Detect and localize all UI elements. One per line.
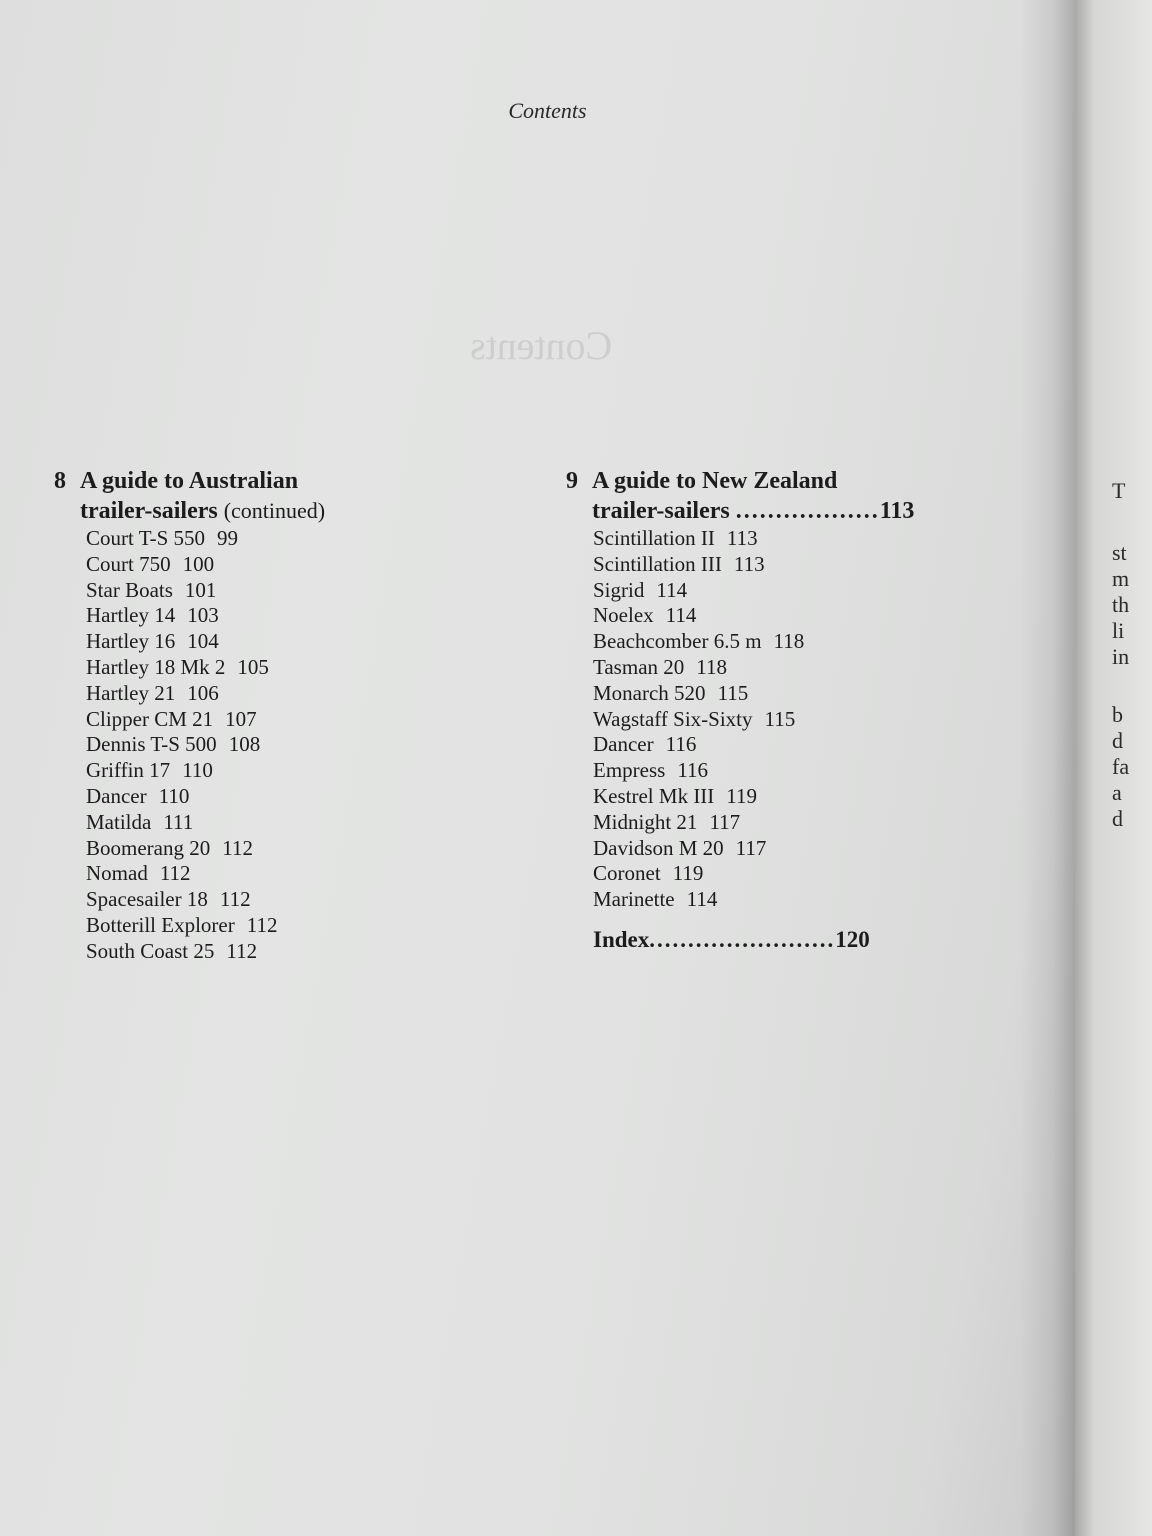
- entry-page: 106: [187, 680, 219, 705]
- adjacent-page-text: fa: [1112, 754, 1130, 779]
- entry-name: Matilda: [86, 809, 152, 834]
- entry-name: Botterill Explorer: [86, 912, 235, 937]
- toc-entry: [593, 707, 1016, 733]
- entry-name: Hartley 14: [86, 603, 176, 628]
- toc-entry: [593, 603, 1016, 629]
- toc-entry: [86, 810, 474, 836]
- toc-entry: [593, 681, 1016, 707]
- adjacent-page-text: T: [1112, 478, 1126, 503]
- entry-name: Scintillation III: [593, 551, 722, 576]
- left-entry-list: [54, 526, 474, 965]
- chapter-title-line1: A guide to New Zealand: [592, 468, 838, 494]
- adjacent-page-text: d: [1112, 806, 1123, 831]
- entry-page: 119: [726, 783, 758, 808]
- chapter-8-heading-line2: [54, 496, 474, 526]
- entry-page: 113: [733, 551, 765, 576]
- entry-name: Nomad: [86, 861, 148, 886]
- toc-entry: [593, 655, 1016, 681]
- chapter-number: 8: [54, 468, 66, 494]
- entry-page: 118: [696, 654, 727, 679]
- entry-name: Clipper CM 21: [86, 706, 214, 731]
- entry-name: Scintillation II: [593, 526, 715, 550]
- right-entry-list: [566, 526, 1016, 913]
- entry-name: Hartley 16: [86, 629, 176, 654]
- adjacent-page-text: d: [1112, 728, 1123, 753]
- right-column: [566, 466, 1016, 953]
- toc-entry: [86, 758, 474, 784]
- entry-name: Boomerang 20: [86, 835, 211, 860]
- toc-entry: [86, 887, 474, 913]
- entry-name: Sigrid: [593, 577, 645, 602]
- entry-page: 113: [726, 526, 758, 550]
- leader-dots: ........................: [649, 926, 836, 952]
- entry-name: Kestrel Mk III: [593, 783, 715, 808]
- toc-entry: [86, 681, 474, 707]
- toc-entry: [593, 810, 1016, 836]
- toc-entry: [593, 526, 1016, 552]
- entry-page: 104: [187, 629, 219, 654]
- toc-entry: [86, 552, 474, 578]
- entry-page: 112: [222, 835, 253, 860]
- toc-entry: [593, 629, 1016, 655]
- entry-page: 112: [159, 861, 191, 886]
- toc-entry: [593, 836, 1016, 862]
- entry-name: Monarch 520: [593, 680, 706, 705]
- entry-page: 101: [184, 577, 217, 602]
- entry-name: Dennis T-S 500: [86, 732, 217, 757]
- page-gutter-shadow: [1020, 0, 1075, 1536]
- entry-page: 115: [717, 680, 749, 705]
- entry-page: 99: [217, 526, 239, 550]
- index-label: Index: [593, 926, 650, 952]
- chapter-continued-note: (continued): [223, 498, 326, 523]
- entry-name: Dancer: [593, 732, 654, 757]
- toc-entry: [86, 526, 474, 552]
- toc-entry: [86, 707, 474, 733]
- left-column: [54, 466, 474, 965]
- chapter-title-line2: trailer-sailers: [592, 498, 730, 524]
- entry-page: 112: [246, 912, 278, 937]
- toc-entry: [593, 784, 1016, 810]
- entry-page: 108: [228, 732, 261, 757]
- adjacent-page-text: st: [1112, 540, 1127, 565]
- entry-name: Davidson M 20: [593, 835, 724, 860]
- toc-entry: [593, 861, 1016, 887]
- toc-entry: [86, 603, 474, 629]
- chapter-number: 9: [566, 468, 578, 494]
- toc-entry: [593, 758, 1016, 784]
- toc-entry: [86, 784, 474, 810]
- entry-page: 116: [665, 732, 697, 757]
- entry-page: 116: [677, 758, 709, 783]
- index-page: 120: [835, 926, 870, 952]
- entry-page: 107: [225, 706, 257, 731]
- adjacent-page-text: th: [1112, 592, 1130, 617]
- adjacent-page-text: a: [1112, 780, 1122, 805]
- entry-name: Court 750: [86, 551, 171, 576]
- entry-page: 105: [237, 654, 269, 679]
- entry-page: 112: [219, 887, 251, 912]
- adjacent-page-text: b: [1112, 702, 1123, 727]
- entry-page: 115: [764, 706, 796, 731]
- toc-entry: [86, 732, 474, 758]
- entry-page: 114: [656, 577, 688, 602]
- entry-name: Hartley 21: [86, 680, 176, 705]
- chapter-9-heading: [566, 466, 1016, 496]
- entry-page: 119: [672, 861, 704, 886]
- adjacent-page-text: li: [1112, 618, 1125, 643]
- entry-name: Marinette: [593, 887, 675, 912]
- toc-entry: [593, 552, 1016, 578]
- entry-page: 114: [686, 887, 718, 912]
- toc-entry: [86, 939, 474, 965]
- leader-dots: ..................: [735, 498, 880, 524]
- toc-entry: [86, 836, 474, 862]
- chapter-page: 113: [879, 498, 915, 524]
- toc-entry: [593, 732, 1016, 758]
- entry-name: Dancer: [86, 783, 147, 808]
- toc-entry: [86, 629, 474, 655]
- entry-name: Beachcomber 6.5 m: [593, 629, 762, 654]
- entry-page: 110: [182, 758, 213, 783]
- entry-name: Tasman 20: [593, 654, 685, 679]
- chapter-9-heading-line2: [566, 496, 1016, 526]
- entry-name: Wagstaff Six-Sixty: [593, 706, 753, 731]
- chapter-title-line1: A guide to Australian: [80, 468, 299, 494]
- entry-name: Griffin 17: [86, 758, 171, 783]
- toc-entry: [86, 655, 474, 681]
- entry-name: Star Boats: [86, 577, 173, 602]
- entry-name: Midnight 21: [593, 809, 698, 834]
- entry-page: 112: [226, 938, 258, 963]
- entry-page: 111: [163, 809, 194, 834]
- entry-name: Coronet: [593, 861, 661, 886]
- entry-page: 110: [158, 783, 190, 808]
- index-line: [566, 927, 1016, 953]
- entry-page: 118: [773, 629, 805, 654]
- entry-name: Court T-S 550: [86, 526, 206, 550]
- adjacent-page-text: m: [1112, 566, 1130, 591]
- entry-name: Noelex: [593, 603, 654, 628]
- entry-name: South Coast 25: [86, 938, 215, 963]
- toc-entry: [86, 861, 474, 887]
- entry-page: 117: [709, 809, 741, 834]
- toc-entry: [593, 887, 1016, 913]
- toc-entry: [86, 913, 474, 939]
- show-through-title: Contents: [470, 323, 613, 368]
- adjacent-page-text: in: [1112, 644, 1130, 669]
- entry-page: 100: [182, 551, 215, 576]
- entry-name: Hartley 18 Mk 2: [86, 654, 226, 679]
- entry-page: 103: [187, 603, 219, 628]
- chapter-8-heading: [54, 466, 474, 496]
- chapter-title-line2: trailer-sailers: [80, 498, 218, 524]
- running-head: Contents: [508, 98, 587, 123]
- entry-page: 117: [735, 835, 767, 860]
- entry-name: Empress: [593, 758, 666, 783]
- toc-entry: [86, 578, 474, 604]
- entry-name: Spacesailer 18: [86, 887, 208, 912]
- toc-entry: [593, 578, 1016, 604]
- entry-page: 114: [665, 603, 697, 628]
